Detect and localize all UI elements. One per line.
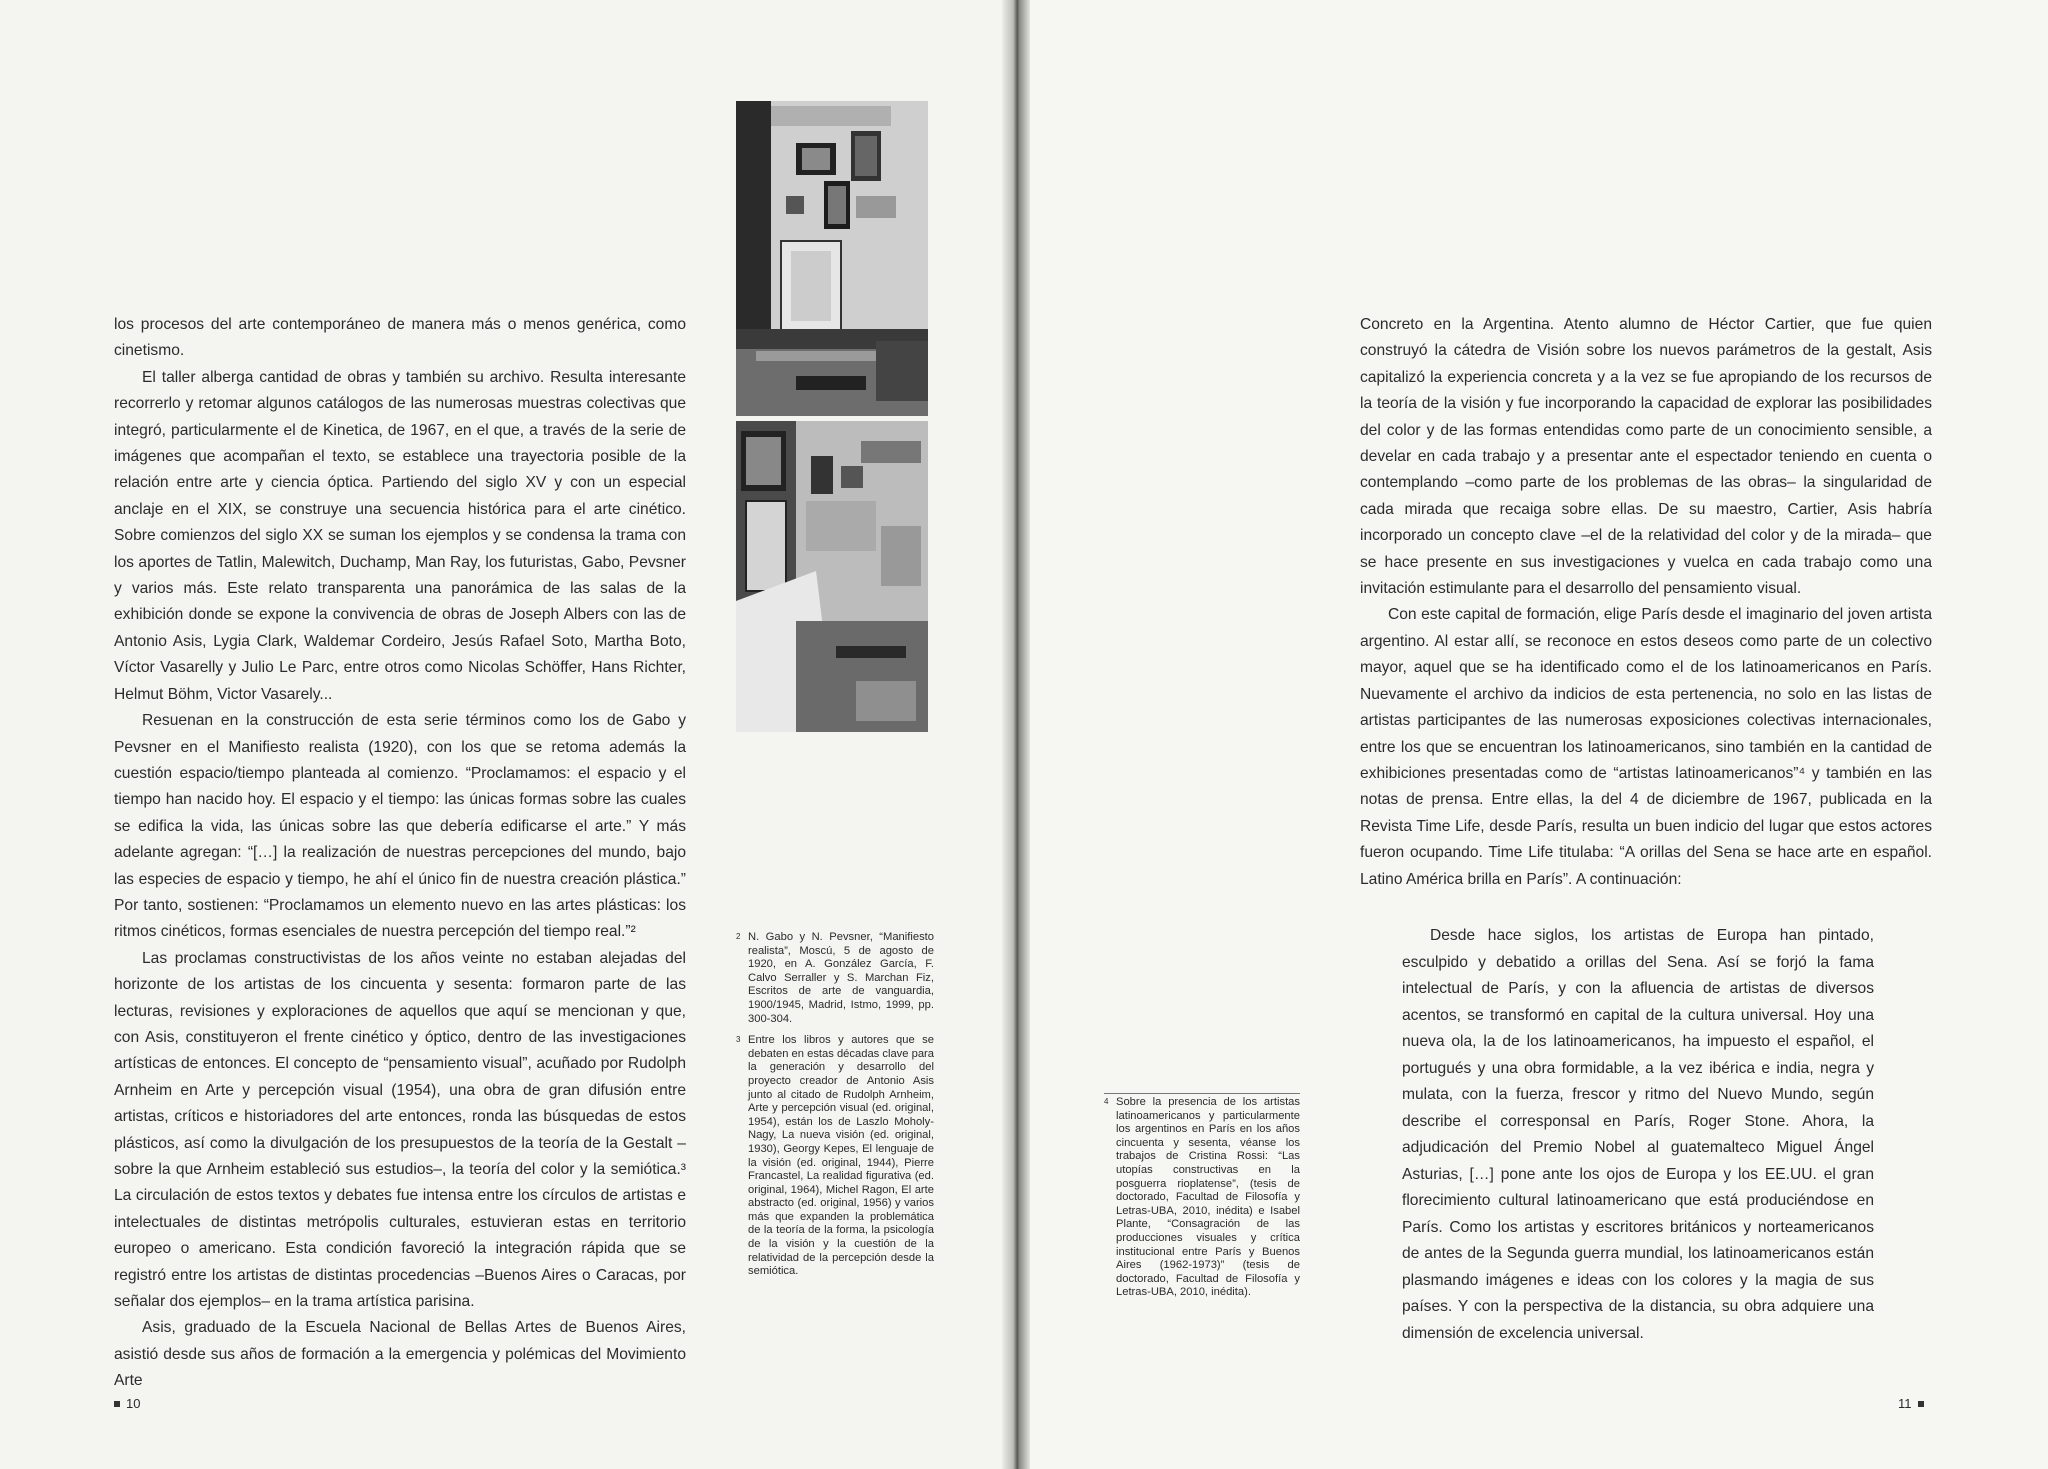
left-body-text bbox=[114, 312, 686, 1395]
footnote-text: Entre los libros y autores que se debaten en estas décadas clave para la generación y desarrollo del proyecto creador de Antonio Asis junto al citado de Rudolph Arnheim, Arte y percepción visual (ed. original, 1954), están los de Laszlo Moholy-Nagy, La nueva visión (ed. original, 1930), Georgy Kepes, El lenguaje de la visión (ed. original, 1944), Pierre Francastel, La realidad figurativa (ed. original, 1964), Michel Ragon, El arte abstracto (ed. original, 1956) y varios más que expanden la problemática de la teoría de la forma, la psicología de la visión y la cuestión de la relatividad de la percepción desde la semiótica. bbox=[748, 1034, 934, 1278]
footnote-number: 4 bbox=[1104, 1097, 1109, 1106]
left-page bbox=[0, 0, 1016, 1469]
footnote bbox=[736, 1034, 934, 1279]
footnote bbox=[736, 931, 934, 1026]
paragraph: Con este capital de formación, elige París desde el imaginario del joven artista argentino. Al estar allí, se reconoce en estos deseos como parte de un colectivo mayor, aquel que se ha identificado como el de los latinoamericanos en París. Nuevamente el archivo da indicios de esta pertenencia, no solo en las listas de artistas participantes de las numerosas exposiciones colectivas internacionales, entre los que se encuentran los latinoamericanos, sino también en la cantidad de exhibiciones presentadas como de “artistas latinoamericanos”⁴ y también en las notas de prensa. Entre ellas, la del 4 de diciembre de 1967, publicada en la Revista Time Life, desde París, resulta un buen indicio del lugar que estos actores fueron ocupando. Time Life titulaba: “A orillas del Sena se hace arte en español. Latino América brilla en París”. A continuación: bbox=[1360, 606, 1932, 888]
square-icon bbox=[1918, 1401, 1924, 1407]
right-body-text bbox=[1360, 312, 1932, 893]
page-number-text: 11 bbox=[1898, 1396, 1912, 1411]
footnote-number: 2 bbox=[736, 932, 741, 941]
studio-photograph bbox=[736, 101, 928, 732]
book-gutter bbox=[1002, 0, 1030, 1469]
page-number-right bbox=[1898, 1396, 1924, 1411]
paragraph: los procesos del arte contemporáneo de manera más o menos genérica, como cinetismo. bbox=[114, 316, 686, 360]
footnote-text: N. Gabo y N. Pevsner, “Manifiesto realista”, Moscú, 5 de agosto de 1920, en A. González García, F. Calvo Serraller y S. Marchan Fiz, Escritos de arte de vanguardia, 1900/1945, Madrid, Istmo, 1999, pp. 300-304. bbox=[748, 931, 934, 1025]
left-footnotes bbox=[736, 931, 934, 1287]
block-quote bbox=[1402, 923, 1874, 1347]
paragraph: El taller alberga cantidad de obras y también su archivo. Resulta interesante recorrerlo y retomar algunos catálogos de las numerosas muestras colectivas que integró, particularmente el de Kinetica, de 1967, en el que, a través de la serie de imágenes que acompañan el texto, se establece una trayectoria posible de la relación entre arte y ciencia óptica. Partiendo del siglo XV y con un especial anclaje en el XIX, se construye una secuencia histórica para el arte cinético. Sobre comienzos del siglo XX se suman los ejemplos y se condensa la trama con los aportes de Tatlin, Malewitch, Duchamp, Man Ray, los futuristas, Gabo, Pevsner y varios más. Este relato transparenta una panorámica de las salas de la exhibición donde se expone la convivencia de obras de Joseph Albers con las de Antonio Asis, Lygia Clark, Waldemar Cordeiro, Jesús Rafael Soto, Martha Boto, Víctor Vasarelly y Julio Le Parc, entre otros como Nicolas Schöffer, Hans Richter, Helmut Böhm, Victor Vasarely... bbox=[114, 368, 686, 703]
footnote-text: Sobre la presencia de los artistas latinoamericanos y particularmente los argentinos en París en los años cincuenta y sesenta, véanse los trabajos de Cristina Rossi: “Las utopías constructivas en la posguerra rioplatense”, (tesis de doctorado, Facultad de Filosofía y Letras-UBA, 2010, inédita) e Isabel Plante, “Consagración de las producciones visuales y crítica institucional entre París y Buenos Aires (1962-1973)” (tesis de doctorado, Facultad de Filosofía y Letras-UBA, 2010, inédita). bbox=[1116, 1096, 1300, 1299]
paragraph: Asis, graduado de la Escuela Nacional de Bellas Artes de Buenos Aires, asistió desde sus años de formación a la emergencia y polémicas del Movimiento Arte bbox=[114, 1319, 686, 1390]
paragraph: Resuenan en la construcción de esta serie términos como los de Gabo y Pevsner en el Manifiesto realista (1920), con los que se retoma además la cuestión espacio/tiempo planteada al comienzo. “Proclamamos: el espacio y el tiempo han nacido hoy. El espacio y el tiempo: las únicas formas sobre las cuales se edifica la vida, las únicas sobre las que debería edificarse el arte.” Y más adelante agregan: “[…] la realización de nuestras percepciones del mundo, bajo las especies de espacio y tiempo, he ahí el único fin de nuestra creación plástica.” Por tanto, sostienen: “Proclamamos un elemento nuevo en las artes plásticas: los ritmos cinéticos, formas esenciales de nuestra percepción del tiempo real.”² bbox=[114, 712, 686, 941]
studio-photo-icon bbox=[736, 101, 928, 732]
paragraph: Concreto en la Argentina. Atento alumno de Héctor Cartier, que fue quien construyó la cátedra de Visión sobre los nuevos parámetros de la gestalt, Asis capitalizó la experiencia concreta y a la vez se fue apropiando de los recursos de la teoría de la visión y fue incorporando la capacidad de explorar las posibilidades del color y de las formas entendidas como parte de un conocimiento sensible, a develar en cada trabajo y a presentar ante el espectador teniendo en cuenta o contemplando –como parte de los problemas de las obras– la singularidad de cada mirada que recaiga sobre ellas. De su maestro, Cartier, Asis habría incorporado un concepto clave –el de la relatividad del color y de la mirada– que se hace presente en sus investigaciones y vuelca en cada trabajo como una invitación estimulante para el desarrollo del pensamiento visual. bbox=[1360, 316, 1932, 598]
paragraph: Las proclamas constructivistas de los años veinte no estaban alejadas del horizonte de los artistas de los cincuenta y sesenta: formaron parte de las lecturas, revisiones y exploraciones de aquellos que aquí se mencionan y que, con Asis, constituyeron el frente cinético y óptico, dentro de las investigaciones artísticas de entonces. El concepto de “pensamiento visual”, acuñado por Rudolph Arnheim en Arte y percepción visual (1954), una obra de gran difusión entre artistas, críticos e historiadores del arte entonces, ronda las búsquedas de estos plásticos, así como la divulgación de los presupuestos de la teoría de la Gestalt –sobre la que Arnheim estableció sus estudios–, la teoría del color y la semiótica.³ La circulación de estos textos y debates fue intensa entre los círculos de artistas e intelectuales de distintas metrópolis culturales, estuvieran estas en territorio europeo o americano. Esta condición favoreció la integración rápida que se registró entre los artistas de distintas procedencias –Buenos Aires o Caracas, por señalar dos ejemplos– en la trama artística parisina. bbox=[114, 949, 686, 1311]
footnote-number: 3 bbox=[736, 1035, 741, 1045]
quote-text: Desde hace siglos, los artistas de Europa han pintado, esculpido y debatido a orillas del Sena. Así se forjó la fama intelectual de París, y con la afluencia de artistas de diversos acentos, se transformó en capital de la cultura universal. Hoy una nueva ola, la de los latinoamericanos, ha impuesto el español, el portugués y una obra formidable, a la vez ibérica e india, negra y mulata, con la fuerza, frescor y ritmo del Nuevo Mundo, según describe el corresponsal en París, Roger Stone. Ahora, la adjudicación del Premio Nobel al guatemalteco Miguel Ángel Asturias, […] pone ante los ojos de Europa y los EE.UU. el gran florecimiento cultural latinoamericano que está produciéndose en París. Como los artistas y escritores británicos y norteamericanos de antes de la Segunda guerra mundial, los latinoamericanos están plasmando imágenes e ideas con los colores y la magia de sus países. Y con la perspectiva de la distancia, su obra adquiere una dimensión de excelencia universal. bbox=[1402, 927, 1874, 1342]
page-number-left bbox=[114, 1396, 140, 1411]
square-icon bbox=[114, 1401, 120, 1407]
right-footnotes bbox=[1104, 1093, 1300, 1308]
footnote bbox=[1104, 1096, 1300, 1300]
page-number-text: 10 bbox=[126, 1396, 141, 1411]
